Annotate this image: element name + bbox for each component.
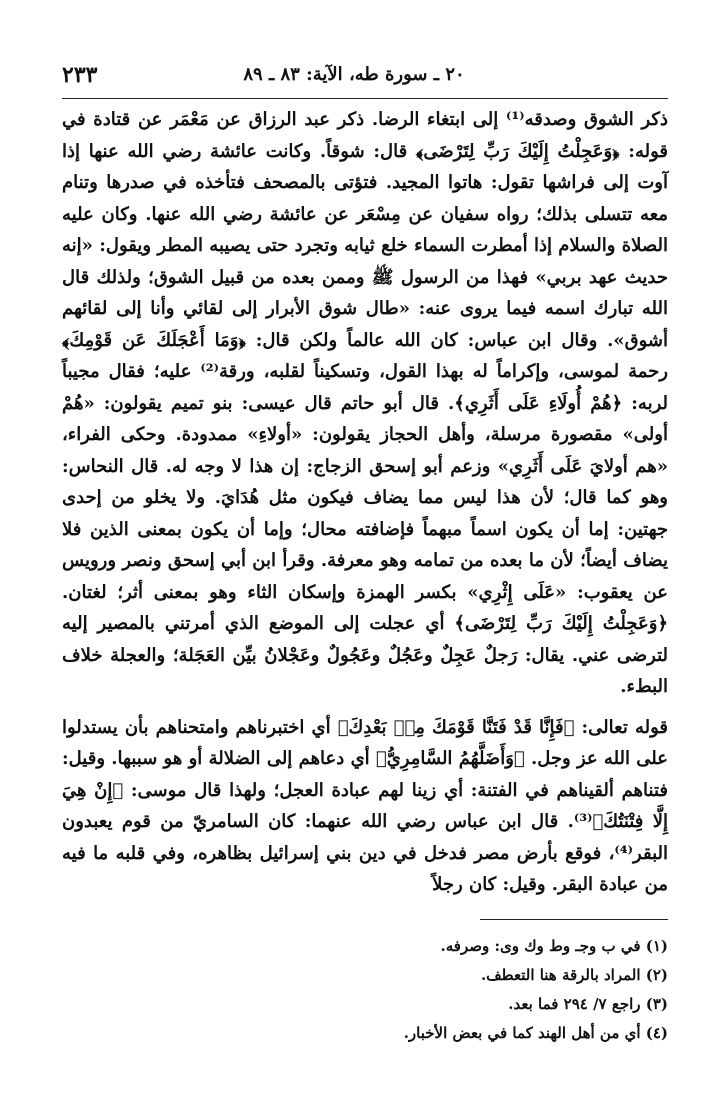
footnote-divider (480, 919, 668, 920)
footnotes (62, 932, 668, 1048)
main-text (62, 104, 668, 901)
footnote-1: (١) في ب وجـ وط وك وى: وصرفه. (440, 937, 668, 955)
paragraph-2: قوله تعالى: ﴿فَإِنَّا قَدْ فَتَنَّا قَوْمَكَ مِنۢ بَعْدِكَ﴾ أي اختبرناهم وامتحناهم بأن يستدلوا على الله عز وجل. ﴿وَأَضَلَّهُمُ السَّامِرِيُّ﴾ أي دعاهم إلى الضلالة أو هو سببها. وقيل: فتناهم ألقيناهم في الفتنة: أي زينا لهم عبادة العجل؛ ولهذا قال موسى: ﴿إِنْ هِيَ إِلَّا فِتْنَتُكَ﴾⁽³⁾. قال ابن عباس رضي الله عنهما: كان السامريّ من قوم يعبدون البقر⁽⁴⁾، فوقع بأرض مصر فدخل في دين بني إسرائيل بظاهره، وفي قلبه ما فيه من عبادة البقر. وقيل: كان رجلاً (62, 716, 668, 895)
footnote-4: (٤) أي من أهل الهند كما في بعض الأخبار. (403, 1024, 668, 1042)
header-divider (62, 98, 668, 99)
footnote-3: (٣) راجع ٧/ ٢٩٤ فما بعد. (508, 995, 668, 1013)
page-number: ٢٣٣ (62, 62, 98, 88)
running-title: ٢٠ ـ سورة طه، الآية: ٨٣ ـ ٨٩ (243, 64, 465, 85)
paragraph-1: ذكر الشوق وصدقه⁽¹⁾ إلى ابتغاء الرضا. ذكر عبد الرزاق عن مَعْمَر عن قتادة في قوله: ﴿وَعَجِلْتُ إِلَيْكَ رَبِّ لِتَرْضَى﴾ قال: شوقاً. وكانت عائشة رضي الله عنها إذا آوت إلى فراشها تقول: هاتوا المجيد. فتؤتى بالمصحف فتأخذه في صدرها وتنام معه تتسلى بذلك؛ رواه سفيان عن مِسْعَر عن عائشة رضي الله عنها. وكان عليه الصلاة والسلام إذا أمطرت السماء خلع ثيابه وتجرد حتى يصيبه المطر ويقول: «إنه حديث عهد بربي» فهذا من الرسول ﷺ وممن بعده من قبيل الشوق؛ ولذلك قال الله تبارك اسمه فيما يروى عنه: «طال شوق الأبرار إلى لقائي وأنا إلى لقائهم أشوق». وقال ابن عباس: كان الله عالماً ولكن قال: ﴿وَمَا أَعْجَلَكَ عَن قَوْمِكَ﴾ رحمة لموسى، وإكراماً له بهذا القول، وتسكيناً لقلبه، ورقة⁽²⁾ عليه؛ فقال مجيباً لربه: ﴿هُمْ أُولَاءِ عَلَى أَثَرِي﴾. قال أبو حاتم قال عيسى: بنو تميم يقولون: «هُمْ أولى» مقصورة مرسلة، وأهل الحجاز يقولون: «أولاءِ» ممدودة. وحكى الفراء، «هم أولايَ عَلَى أَثَرِي» وزعم أبو إسحق الزجاج: إن هذا لا وجه له. قال النحاس: وهو كما قال؛ لأن هذا ليس مما يضاف فيكون مثل هُدَايَ. ولا يخلو من إحدى جهتين: إما أن يكون اسماً مبهماً فإضافته محال؛ وإما أن يكون بمعنى الذين فلا يضاف أيضاً؛ لأن ما بعده من تمامه وهو معرفة. وقرأ ابن أبي إسحق ونصر ورويس عن يعقوب: «عَلَى إِثْرِي» بكسر الهمزة وإسكان الثاء وهو بمعنى أثر؛ لغتان. ﴿وَعَجِلْتُ إِلَيْكَ رَبِّ لِتَرْضَى﴾ أي عجلت إلى الموضع الذي أمرتني بالمصير إليه لترضى عني. يقال: رَجلٌ عَجِلٌ وعَجُلٌ وعَجُولٌ وعَجْلانُ بيِّن العَجَلة؛ والعجلة خلاف البطء. (62, 109, 669, 697)
footnote-2: (٢) المراد بالرقة هنا التعطف. (480, 966, 668, 984)
page-header (62, 62, 646, 98)
